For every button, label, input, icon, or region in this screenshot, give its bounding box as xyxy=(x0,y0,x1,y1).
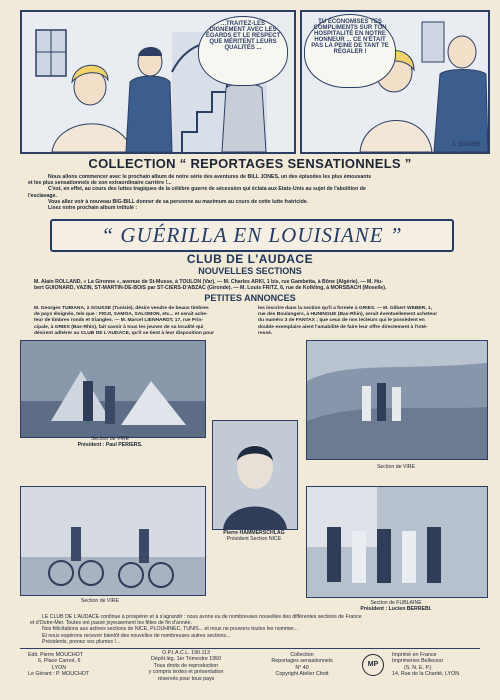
footer-line: Edit. Pierre MOUCHOT xyxy=(28,652,84,658)
nouvelles-sections-text xyxy=(34,279,474,291)
annonce-line: rue des Boulangers, à HUNINGUE (Bas-Rhin), serait éventuellement acheteur xyxy=(258,312,438,318)
footer-editor xyxy=(28,652,118,678)
photo-fublaine xyxy=(306,486,488,598)
footer-line: Imprimé en France xyxy=(392,652,437,658)
caption-section: Section de VIRE xyxy=(90,436,130,442)
intro-line: Nous allons commencer avec le prochain album de notre série des aventures de BILL JONES, un des épisodes les plus émouvants xyxy=(48,174,372,180)
club-title: CLUB DE L'AUDACE xyxy=(186,252,314,266)
caption-vire-3 xyxy=(60,598,140,604)
intro-line: et les plus sensationnels de son extraordinaire carrière !... xyxy=(28,180,172,187)
caption-section: Section de VIRE xyxy=(376,464,416,470)
annonce-line: cipale, à GRIES (Bas-Rhin), fait savoir à tous les jeunes de sa localité qui xyxy=(34,324,204,330)
annonce-right-column xyxy=(258,306,473,337)
footer-line: y compris textes et présentation xyxy=(148,669,224,676)
annonce-line: de pays éloignés, tels que : FIDJI, SAMOA, SALOMON, etc... et serait ache- xyxy=(34,312,208,318)
photo-vire-hill xyxy=(306,340,488,460)
publisher-logo xyxy=(362,654,384,676)
intro-line: l'esclavage. xyxy=(28,192,57,199)
footer-collection xyxy=(252,652,352,678)
caption-section: Section de VIRE xyxy=(80,598,120,604)
footer-line: Tous droits de reproduction xyxy=(154,662,218,669)
caption-nice xyxy=(206,530,302,542)
photo-vire-bicycles xyxy=(20,486,206,596)
annonce-line: double exemplaire aient l'amabilité de faire leur offre directement à l'inté- xyxy=(258,324,428,330)
caption-president: Président : Paul PERIERS. xyxy=(77,442,143,448)
album-title: “ GUÉRILLA EN LOUISIANE ” xyxy=(101,223,403,247)
album-title-box xyxy=(50,219,454,252)
footer-line: réservés pour tous pays xyxy=(157,675,215,682)
footer-line: Reportages sensationnels xyxy=(271,658,333,665)
intro-line: C'est, en effet, au cours des luttes tragiques de la célèbre guerre de sécession qui éclata aux Etats-Unis au sujet de l'abolition de xyxy=(48,186,366,193)
footer-line: Copyright Atelier Chott xyxy=(275,671,329,678)
annonce-line: désirent adhérer au CLUB DE L'AUDACE, qu'il se tient à leur disposition pour xyxy=(34,330,215,336)
comic-panel-left xyxy=(20,10,296,154)
footer-line: N° 40 xyxy=(295,664,309,671)
caption-section: Section de FUBLAINE xyxy=(370,600,422,606)
club-news-text xyxy=(30,614,478,645)
caption-vire-2 xyxy=(356,464,436,470)
news-line: Nos félicitations aux actives sections de NICE, PLOUHINEC, TUNIS... et nous ne pouvons toutes les nommer... xyxy=(42,626,298,633)
nouvelles-sections-heading: NOUVELLES SECTIONS xyxy=(198,266,302,276)
news-line: Et nous espérons recevoir bientôt des nouvelles de nombreuses autres sections... xyxy=(42,632,231,639)
annonce-line: teur de timbres ronds et triangles. — M. Marcel LIENHARDT, 17, rue Prin- xyxy=(34,318,204,324)
a-suivre-label: À SUIVRE xyxy=(451,142,480,148)
annonce-left-column xyxy=(34,306,249,337)
caption-fublaine xyxy=(340,600,452,612)
news-line: Présidents, prenez vos plumes !... xyxy=(42,638,121,645)
footer-line: (S. N. E. P.) xyxy=(404,664,432,671)
photo-hammerschlag xyxy=(212,420,298,530)
footer-rule xyxy=(20,648,480,649)
footer-line: Le Gérant : P. MOUCHOT xyxy=(28,671,90,678)
footer-line: Imprimeries Bellecour xyxy=(392,658,444,665)
photo-vire-camping xyxy=(20,340,206,438)
footer-line: 6, Place Carnot, 6 xyxy=(38,658,81,665)
footer-line: O.P.I.A.C.L. 190.113 xyxy=(162,650,210,656)
footer-line: 14, Rue de la Charité, LYON xyxy=(392,671,460,678)
news-line: et d'Outre-Mer. Toutes ont passé joyeusement les fêtes de fin d'année. xyxy=(30,620,192,627)
speech-balloon-right: TU ÉCONOMISES TES COMPLIMENTS SUR TON HOSPITALITÉ EN NOTRE HONNEUR ... CE N'ÉTAIT PAS LA PEINE DE TANT TE RÉGALER ! xyxy=(304,14,396,88)
annonce-line: M. Georges TUBIANA, à SOUSSE (Tunisie), désire vendre de beaux timbres xyxy=(34,306,209,311)
petites-annonces-heading: PETITES ANNONCES xyxy=(204,293,296,303)
intro-line: Lisez notre prochain album intitulé : xyxy=(48,205,138,212)
annonce-line: du numéro 3 de FANTAX ; que ceux de nos lecteurs qui le possèdent en xyxy=(258,318,425,324)
news-line: LE CLUB DE L'AUDACE continue à prospérer et à s'agrandir : nous avons eu de nombreuses nouvelles des différentes sections de France xyxy=(42,614,362,620)
comic-panel-right xyxy=(300,10,490,154)
annonce-line: les inscrire dans la section qu'il a formée à GRIES. — M. Gilbert WEBER, 1, xyxy=(258,306,433,311)
footer-line: Dépôt lég. 1er Trimestre 1950 xyxy=(150,656,222,663)
footer-line: LYON xyxy=(52,664,67,671)
caption-vire-1 xyxy=(70,436,150,448)
caption-president: Président : Lucien BERREBI. xyxy=(360,606,432,612)
collection-intro xyxy=(28,174,478,211)
collection-title: COLLECTION “ REPORTAGES SENSATIONNELS ” xyxy=(88,156,412,171)
sections-line: M. Alain ROLLAND, « La Gironne », avenue de St-Musse, à TOULON (Var). — M. Charles ARKI, 1 bis, rue Gambetta, à Bône (Algérie). — M. Hu- xyxy=(34,279,383,285)
footer-line: Collection xyxy=(290,652,314,658)
footer-printer xyxy=(392,652,488,678)
sections-line: bert GUIONARD, VAZIN, ST-MARTIN-DE-BOIS par ST-CIERS-D'ABZAC (Gironde). — M. Louis FRITZ, 6, rue de Kolkling, à MORSBACH (Moselle). xyxy=(34,285,387,292)
logo-text: MP xyxy=(367,661,379,668)
caption-president: Président Section NICE xyxy=(226,536,282,542)
caption-section: Pierre HAMMERSCHLAG xyxy=(223,530,285,536)
footer-depot xyxy=(126,650,246,682)
speech-balloon-left: ...TRAITEZ-LES DIGNEMENT AVEC LES ÉGARDS ET LE RESPECT QUE MÉRITENT LEURS QUALITÉS ... xyxy=(198,16,288,86)
intro-line: Vous allez voir à nouveau BIG-BILL donner de sa personne au maximum au cours de cette lutte fratricide. xyxy=(48,198,309,205)
annonce-line: ressé. xyxy=(258,330,273,336)
